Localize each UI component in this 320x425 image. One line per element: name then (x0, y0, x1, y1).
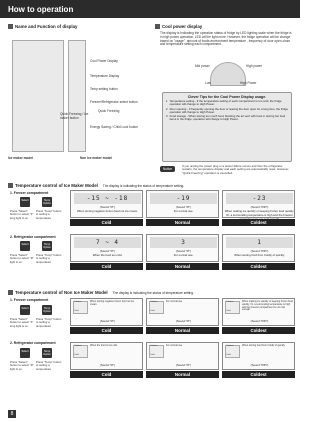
usage-note: When the food too cold. (92, 253, 123, 257)
callout-temp-button: Temp setting button (90, 87, 118, 91)
tips-title: Clever Tips for the Cool Power Display usage. (187, 95, 267, 99)
freezer-step-title: 1. Freezer compartment (10, 298, 49, 302)
tip-item: 2 Door opening - If frequently opening the door or leaving the door open for a long time, the fridge operation will change to High Power. (166, 106, 288, 114)
temperature-display: 3 (150, 237, 217, 248)
scale-top-label: Coldest (74, 301, 82, 303)
sound-label: (Sound "PiPi") (250, 249, 269, 253)
non-ice-maker-model-label: Non Ice maker model (80, 156, 113, 160)
freezer-temp-instruction: Press "Temp" button to setting a temperature (36, 209, 62, 220)
ice-maker-display-image (12, 40, 64, 152)
refrigerator-step-title: 2. Refrigerator compartment (10, 235, 56, 239)
temp-button[interactable]: Temp Option (43, 199, 51, 205)
refrigerator-select-instruction: Press "Select" button to select "R" light is on. (10, 253, 34, 264)
gauge-high-power-label: High Power (240, 81, 257, 85)
square-bullet-icon (155, 24, 160, 29)
usage-note: When the food is too cold. (90, 344, 118, 347)
usage-note: When storing negative frozen food not ice cream. (77, 209, 138, 213)
freezer-temp-instruction: Press "Temp" button to setting a temperature (36, 317, 62, 328)
sound-label: (Sound "Pi") (175, 205, 192, 209)
usage-note: For normal use. (166, 344, 183, 347)
setting-panel (222, 342, 295, 370)
level-bar: Coldest (222, 327, 295, 334)
refrigerator-temp-instruction: Press "Temp" button to setting a temperature (36, 360, 62, 371)
clever-tips-box (162, 92, 292, 162)
temp-button[interactable]: Temp Option (43, 307, 51, 313)
sound-label: (Sound "PiPi") (250, 205, 269, 209)
setting-panel (222, 298, 295, 326)
temperature-display: -23 (226, 193, 293, 204)
scale-top-label: Coldest (150, 301, 158, 303)
level-bar: Normal (146, 327, 219, 334)
scale-top-label: Coldest (226, 345, 234, 347)
setting-panel (70, 234, 143, 262)
freezer-select-instruction: Press "Select" button to select "F" long light is on. (10, 209, 34, 220)
setting-panel (146, 190, 219, 218)
setting-panel (146, 342, 219, 370)
temp-button[interactable]: Temp Option (43, 350, 51, 356)
gauge-low-label: Low (205, 81, 211, 85)
freezer-select-instruction: Press "Select" button to select "F" long light is on. (10, 317, 34, 328)
freezer-step-title: 1. Freezer compartment (10, 191, 49, 195)
callout-quick-ice: Quick Freezing / Ice maker button (60, 112, 89, 120)
level-bar: Cold (70, 371, 143, 378)
callout-energy-saving: Energy Saving / Child Lock button (90, 125, 139, 129)
page-title: How to operation (8, 5, 74, 14)
usage-note: For normal use. (173, 209, 194, 213)
non-ice-maker-display-image (68, 40, 86, 152)
refrigerator-select-instruction: Press "Select" button to select "R" light is on. (10, 360, 34, 371)
notice-badge: Notice (160, 166, 175, 172)
level-bar: Cold (70, 219, 143, 226)
level-bar: Cold (70, 327, 143, 334)
page-header (0, 0, 300, 18)
usage-note: When making ice quickly or keeping frozen food quickly. Or, a surrounding temperature is high and the Freezer (224, 209, 295, 217)
temp-button[interactable]: Temp Option (43, 243, 51, 249)
refrigerator-step-title: 2. Refrigerator compartment (10, 341, 56, 345)
callout-quick-freezing: Quick Freezing (98, 109, 120, 113)
setting-panel (146, 298, 219, 326)
sound-label: (Sound "Pi") (99, 249, 116, 253)
usage-note: When storing negative frozen food not ice cream. (90, 300, 135, 306)
level-bar: Coldest (222, 371, 295, 378)
sound-label: (Sound "Pi") (99, 319, 116, 323)
scale-bottom-label: Cold (226, 310, 231, 312)
scale-top-label: Coldest (150, 345, 158, 347)
select-button[interactable]: Select (20, 241, 30, 251)
square-bullet-icon (8, 183, 13, 188)
usage-note: For normal use. (166, 300, 183, 303)
refrigerator-temp-instruction: Press "Temp" button to setting a temperature (36, 253, 62, 264)
usage-note: For normal use. (173, 253, 194, 257)
usage-note: When making ice quickly or keeping frozen food quickly. Or, a surrounding temperature is high and the Freezer compartment is not cold enough. (242, 300, 293, 312)
sound-label: (Sound "PiPi") (250, 319, 269, 323)
setting-panel (70, 190, 143, 218)
page-number: 8 (8, 410, 16, 418)
setting-panel (222, 190, 295, 218)
usage-note: When storing food from Coldly of quickly. (234, 253, 285, 257)
temperature-display: 7 ~ 4 (74, 237, 141, 248)
temperature-display: -19 (150, 193, 217, 204)
cool-power-description: The display is indicating the operation status of fridge by LED lighting scale when the fridge is in high power operation, LED will be light more. However, the fridge operation will be change based on "usage", amount of foods,environment temperature , frequency of door open-close and temperature setting each compartment. (160, 31, 292, 47)
level-bar: Coldest (222, 263, 295, 270)
sound-label: (Sound "Pi") (99, 205, 116, 209)
tip-item: 3 Food storage - When storing too much food, blocking the air vent with food or storing hot food items in the fridge, operation will change to High Power. (166, 114, 286, 122)
level-bar: Normal (146, 219, 219, 226)
section-cool-power: Cool power display (155, 24, 202, 29)
section-non-ice-maker-temp: Temperature control of Non Ice Maker Model The display is indicating the status of temperature setting. (8, 290, 194, 295)
setting-panel (70, 342, 143, 370)
scale-bottom-label: Cold (150, 354, 155, 356)
setting-panel (222, 234, 295, 262)
callout-temperature: Temperature Display (90, 74, 120, 78)
select-button[interactable]: Select (20, 197, 30, 207)
section-ice-maker-temp: Temperature control of Ice Maker Model The display is indicating the status of temperature setting. (8, 183, 184, 188)
level-bar: Coldest (222, 219, 295, 226)
temperature-display: 1 (226, 237, 293, 248)
setting-panel (146, 234, 219, 262)
callout-select-button: Freezer/Refrigerator select button (90, 100, 138, 104)
scale-bottom-label: Cold (226, 354, 231, 356)
usage-note: When storing food from Coldly of quickly. (242, 344, 286, 347)
select-button[interactable]: Select (20, 348, 30, 358)
section-name-function: Name and Function of display (8, 24, 77, 29)
select-button[interactable]: Select (20, 305, 30, 315)
ice-maker-model-label: Ice maker model (8, 156, 33, 160)
setting-panel (70, 298, 143, 326)
level-bar: Cold (70, 263, 143, 270)
notice-text: If you unplug the power plug or a power failure occurs and then the refrigerator restarts, the temperature display and each setting are automatically reset. However, "Quick Freezing" operation is cancelled. (182, 164, 290, 175)
square-bullet-icon (8, 290, 13, 295)
temperature-display: -15 ~ -18 (74, 193, 141, 204)
scale-bottom-label: Cold (74, 354, 79, 356)
callout-cool-power: Cool Power Display (90, 59, 118, 63)
scale-bottom-label: Cold (74, 310, 79, 312)
scale-bottom-label: Cold (150, 310, 155, 312)
scale-top-label: Coldest (74, 345, 82, 347)
sound-label: (Sound "Pi") (175, 249, 192, 253)
sound-label: (Sound "Pi") (99, 363, 116, 367)
sound-label: (Sound "PiPi") (250, 363, 269, 367)
tip-item: 1 Temperature setting - If the temperature setting of each compartment is too cold, the fridge operation will change to High Power. (166, 99, 282, 107)
sound-label: (Sound "Pi") (175, 363, 192, 367)
level-bar: Normal (146, 263, 219, 270)
square-bullet-icon (8, 24, 13, 29)
scale-top-label: Coldest (226, 301, 234, 303)
gauge-mid-label: Mid power (195, 64, 210, 68)
sound-label: (Sound "Pi") (175, 319, 192, 323)
level-bar: Normal (146, 371, 219, 378)
gauge-high-label: High power (246, 64, 263, 68)
